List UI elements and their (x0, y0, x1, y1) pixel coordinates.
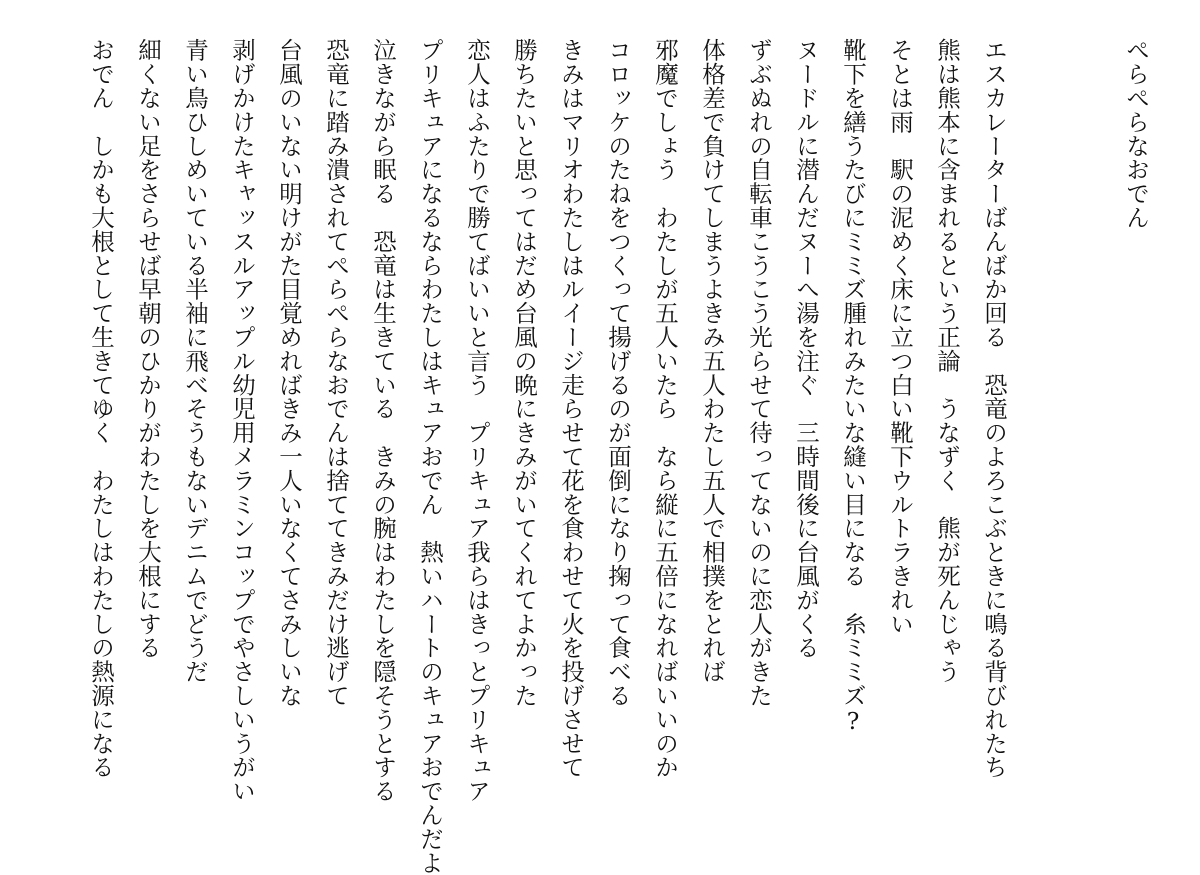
poem-line: コロッケのたねをつくって揚げるのが面倒になり掬って食べる (604, 38, 632, 708)
poem-line: ずぶぬれの自転車こうこう光らせて待ってないのに恋人がきた (745, 38, 773, 708)
poem-line: そとは雨 駅の泥めく床に立つ白い靴下ウルトラきれい (886, 38, 914, 636)
poem-body (77, 38, 1017, 875)
poem-line: 細くない足をさらせば早朝のひかりがわたしを大根にする (134, 38, 162, 660)
poem-line: 剥げかけたキャッスルアップル幼児用メラミンコップでやさしいうがい (228, 38, 256, 803)
poem-line: 熊は熊本に含まれるという正論 うなずく 熊が死んじゃう (933, 38, 961, 684)
poem-title: ぺらぺらなおでん (1122, 38, 1150, 230)
poem-line: エスカレーターばんばか回る 恐竜のよろこぶときに鳴る背びれたち (980, 38, 1008, 779)
poem-line: 恐竜に踏み潰されてぺらぺらなおでんは捨ててきみだけ逃げて (322, 38, 350, 708)
poem-line: 邪魔でしょう わたしが五人いたら なら縦に五倍になればいいのか (651, 38, 679, 779)
poem-line: 恋人はふたりで勝てばいいと言う プリキュア我らはきっとプリキュア (463, 38, 491, 803)
poem-line: 勝ちたいと思ってはだめ台風の晩にきみがいてくれてよかった (510, 38, 538, 708)
poem-line: 青い鳥ひしめいている半袖に飛べそうもないデニムでどうだ (181, 38, 209, 684)
poem-line: 泣きながら眠る 恐竜は生きている きみの腕はわたしを隠そうとする (369, 38, 397, 803)
poem-line: 体格差で負けてしまうよきみ五人わたし五人で相撲をとれば (698, 38, 726, 684)
poem-line: プリキュアになるならわたしはキュアおでん 熱いハートのキュアおでんだよ (416, 38, 444, 875)
poem-line: おでん しかも大根として生きてゆく わたしはわたしの熱源になる (87, 38, 115, 779)
poem-line: ヌードルに潜んだヌーへ湯を注ぐ 三時間後に台風がくる (792, 38, 820, 660)
poem-line: 靴下を繕うたびにミミズ腫れみたいな縫い目になる 糸ミミズ? (839, 38, 867, 736)
poem-line: きみはマリオわたしはルイージ走らせて花を食わせて火を投げさせて (557, 38, 585, 779)
poem-line: 台風のいない明けがた目覚めればきみ一人いなくてさみしいな (275, 38, 303, 708)
